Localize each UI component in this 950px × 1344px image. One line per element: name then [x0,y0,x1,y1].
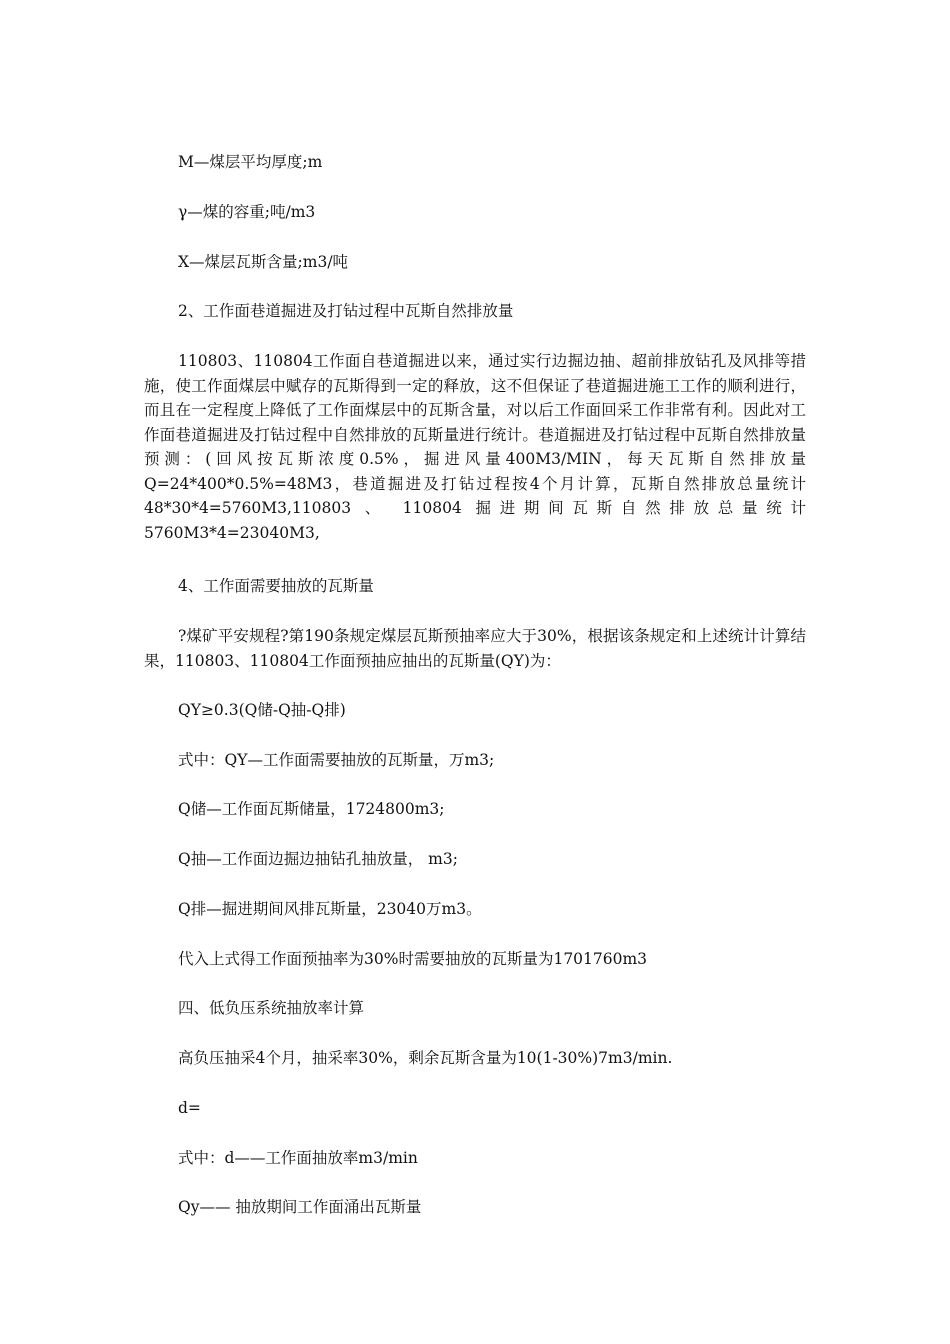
formula-line: QY≥0.3(Q储-Q抽-Q排) [178,701,346,719]
text-line: Qy—— 抽放期间工作面涌出瓦斯量 [178,1198,422,1216]
text-line: 式中：QY—工作面需要抽放的瓦斯量，万m3; [178,751,495,769]
text-line: 式中：d——工作面抽放率m3/min [178,1149,418,1167]
text-line: Q储—工作面瓦斯储量，1724800m3; [178,800,445,818]
text-line: Q抽—工作面边掘边抽钻孔抽放量， m3; [178,850,458,868]
section-heading: 4、工作面需要抽放的瓦斯量 [178,577,374,595]
paragraph: ?煤矿平安规程?第190条规定煤层瓦斯预抽率应大于30%，根据该条规定和上述统计计算结果，110803、110804工作面预抽应抽出的瓦斯量(QY)为： [144,627,806,670]
text-line: γ—煤的容重;吨/m3 [178,203,316,221]
formula-line: d= [178,1099,201,1117]
text-line: M—煤层平均厚度;m [178,153,323,171]
paragraph: 110803、110804工作面自巷道掘进以来，通过实行边掘边抽、超前排放钻孔及风排等措施，使工作面煤层中赋存的瓦斯得到一定的释放，这不但保证了巷道掘进施工工作的顺利进行，而且在一定程度上降低了工作面煤层中的瓦斯含量，对以后工作面回采工作非常有利。因此对工作面巷道掘进及打钻过程中自然排放的瓦斯量进行统计。巷道掘进及打钻过程中瓦斯自然排放量预测：(回风按瓦斯浓度0.5%，掘进风量400M3/MIN，每天瓦斯自然排放量Q=24*400*0.5%=48M3，巷道掘进及打钻过程按4个月计算，瓦斯自然排放总量统计 48*30*4=5760M3,110803 、 110804 掘进期间瓦斯自然排放总量统计5760M3*4=23040M3, [144,352,806,542]
section-heading: 2、工作面巷道掘进及打钻过程中瓦斯自然排放量 [178,302,514,320]
text-line: Q排—掘进期间风排瓦斯量，23040万m3。 [178,900,482,918]
text-line: 高负压抽采4个月，抽采率30%，剩余瓦斯含量为10(1-30%)7m3/min. [178,1049,673,1067]
text-line: X—煤层瓦斯含量;m3/吨 [178,253,349,271]
text-line: 代入上式得工作面预抽率为30%时需要抽放的瓦斯量为1701760m3 [178,950,648,968]
section-heading: 四、低负压系统抽放率计算 [178,999,365,1017]
